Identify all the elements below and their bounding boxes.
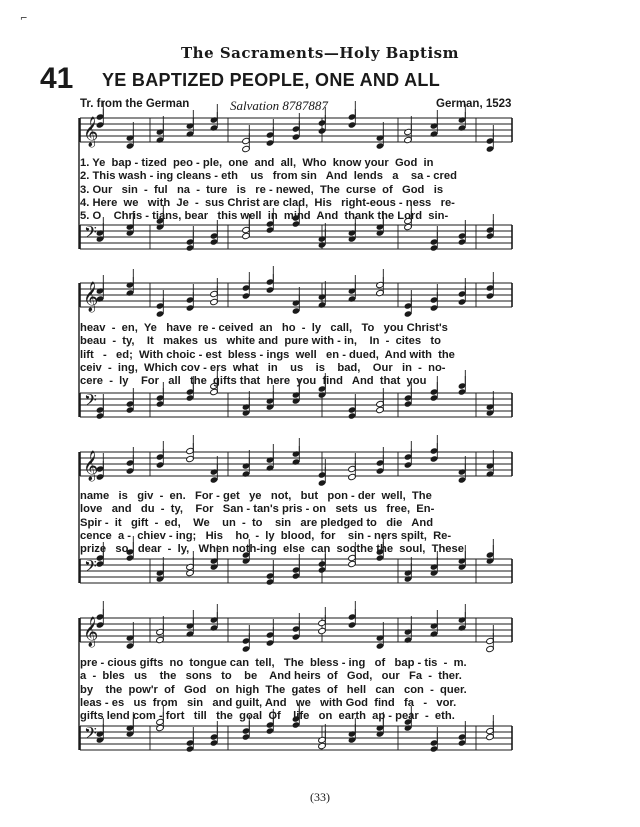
lyric-line: beau - ty, It makes us white and pure with - in, In - cites to bbox=[80, 335, 441, 348]
lyric-line: leas - es us from sin and guilt, And we with God find fa - vor. bbox=[80, 696, 457, 709]
lyric-line: 3. Our sin - ful na - ture is re - newed, The curse of God is bbox=[80, 183, 444, 196]
bass-clef-icon: 𝄢 bbox=[84, 390, 97, 414]
lyric-line: 1. Ye bap - tized peo - ple, one and all, Who know your God in bbox=[80, 157, 434, 169]
corner-mark: ⌐ bbox=[20, 14, 28, 24]
hymn-title: YE BAPTIZED PEOPLE, ONE AND ALL bbox=[102, 70, 440, 90]
lyric-line: ceiv - ing, Which cov - ers what in us is bad, Our in - no- bbox=[80, 361, 446, 374]
lyric-line: 2. This wash - ing cleans - eth us from sin And lends a sa - cred bbox=[80, 170, 457, 183]
lyrics-system-2 bbox=[80, 322, 510, 388]
treble-clef-icon: 𝄞 bbox=[83, 617, 99, 647]
lyric-line: pre - cious gifts no tongue can tell, The bless - ing of bap - tis - m. bbox=[80, 657, 467, 669]
page-number: (33) bbox=[310, 790, 330, 804]
bass-clef-icon: 𝄢 bbox=[84, 222, 97, 246]
lyric-line: a - bles us the sons to be And heirs of God, our Fa - ther. bbox=[80, 670, 462, 683]
bass-clef-icon: 𝄢 bbox=[84, 723, 97, 747]
bass-clef-icon: 𝄢 bbox=[84, 556, 97, 580]
treble-clef-icon: 𝄞 bbox=[83, 282, 99, 312]
lyric-line: 5. O Chris - tians, bear this well in mind And thank the Lord sin- bbox=[80, 210, 449, 223]
lyrics-system-1 bbox=[80, 157, 510, 223]
lyric-line: love and du - ty, For San - tan's pris - on sets us free, En- bbox=[80, 503, 435, 516]
translation-credit: Tr. from the German bbox=[80, 98, 190, 110]
source-credit: German, 1523 bbox=[436, 98, 512, 110]
lyric-line: cere - ly For all the gifts that here you find And that you bbox=[80, 375, 427, 388]
tune-name: Salvation 8787887 bbox=[230, 98, 328, 113]
lyric-line: prize so dear - ly, When noth-ing else can soothe the soul, These bbox=[80, 543, 464, 556]
lyric-line: name is giv - en. For - get ye not, but pon - der well, The bbox=[80, 490, 432, 502]
treble-clef-icon: 𝄞 bbox=[83, 451, 99, 481]
lyric-line: 4. Here we with Je - sus Christ are clad, His right-eous - ness re- bbox=[80, 196, 455, 209]
hymn-number: 41 bbox=[40, 62, 74, 95]
lyrics-system-4 bbox=[80, 657, 510, 723]
lyrics-system-3 bbox=[80, 490, 510, 556]
lyric-line: gifts lend com - fort till the goal Of life on earth ap - pear - eth. bbox=[80, 710, 455, 723]
lyric-line: lift - ed; With choic - est bless - ings well en - dued, And with the bbox=[80, 348, 455, 361]
section-title: The Sacraments—Holy Baptism bbox=[181, 44, 459, 62]
lyric-line: by the pow'r of God on high The gates of hell can con - quer. bbox=[80, 683, 467, 696]
lyric-line: Spir - it gift - ed, We un - to sin are pledged to die And bbox=[80, 516, 434, 529]
lyric-line: heav - en, Ye have re - ceived an ho - ly call, To you Christ's bbox=[80, 322, 448, 334]
lyric-line: cence a - chiev - ing; His ho - ly blood, for sin - ners spilt, Re- bbox=[80, 529, 452, 542]
treble-clef-icon: 𝄞 bbox=[83, 117, 99, 147]
